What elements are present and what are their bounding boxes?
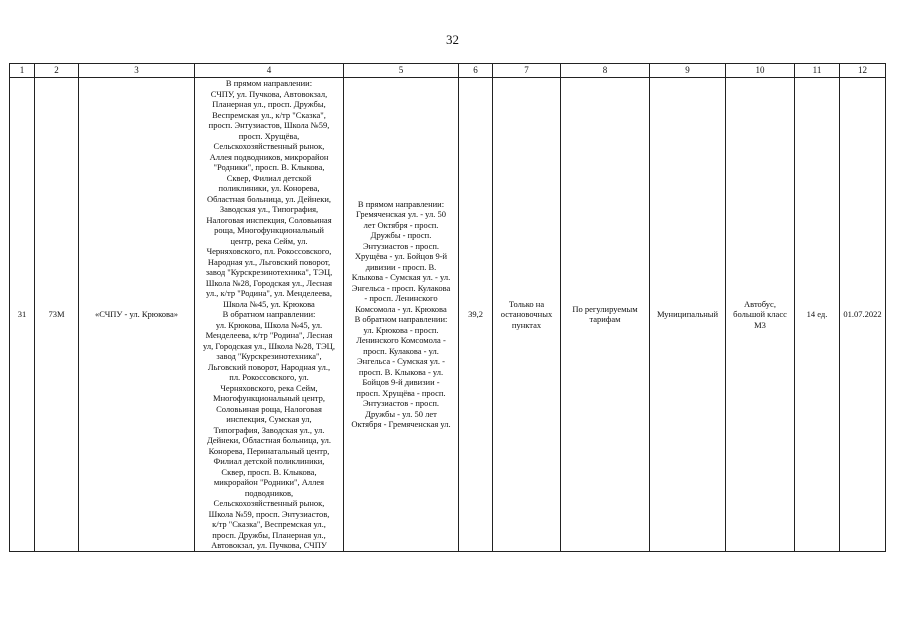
stop-mode-cell [493, 78, 561, 552]
text-line: В обратном направлении: [222, 309, 316, 319]
column-header: 10 [726, 64, 795, 78]
text-line: Энгельса - Сумская ул. - [357, 356, 445, 367]
text-line: Веспремская ул., к/тр "Сказка", [212, 109, 326, 120]
text-line: Автобус, [744, 298, 776, 309]
text-line: завод "Курскрезинотехника", ТЭЦ, [205, 267, 333, 277]
text-line: Конорева, Перинатальный центр, [208, 445, 330, 456]
text-line: В прямом направлении: [225, 78, 313, 88]
route-table [9, 63, 886, 552]
route-number-cell: 31 [10, 78, 35, 552]
text-line: ул. Крюкова - просп. [363, 324, 439, 335]
text-line: Школа №28, Городская ул., Лесная [205, 277, 333, 288]
text-line: Дейнеки, Областная больница, ул. [206, 435, 332, 445]
text-line: остановочных [500, 309, 553, 319]
table-row [10, 78, 886, 552]
text-line: Комсомола - ул. Крюкова [355, 303, 447, 314]
text-line: поликлиники, ул. Конорева, [218, 183, 320, 193]
text-line: Заводская ул., Типография, [219, 204, 319, 214]
text-line: завод "Курскрезинотехника", [216, 351, 322, 361]
text-line: просп. Дружбы, Планерная ул., [212, 529, 326, 540]
stops-cell [195, 78, 344, 552]
text-line: ул, Городская ул., Школа №28, ТЭЦ, [203, 340, 335, 351]
text-line: Энтузиастов - просп. [362, 240, 440, 251]
column-header: 2 [35, 64, 79, 78]
tariff-cell [561, 78, 650, 552]
text-line: В прямом направлении: [357, 198, 445, 209]
text-line: просп. Хрущёва - просп. [356, 387, 446, 398]
text-line: Энгельса - просп. Кулакова [351, 282, 451, 293]
page-number: 32 [446, 32, 459, 47]
text-line: Филиал детской поликлиники, [213, 456, 325, 466]
text-line: Гремяченская ул. - ул. 50 [355, 209, 447, 220]
column-header: 3 [79, 64, 195, 78]
text-line: По регулируемым [572, 303, 638, 314]
streets-cell [344, 78, 459, 552]
column-header: 5 [344, 64, 459, 78]
text-line: пл. Рокоссовского, ул. [229, 372, 309, 382]
vehicle-text [727, 299, 793, 331]
column-header: 12 [840, 64, 886, 78]
text-line: Областная больница, ул. Дейнеки, [206, 193, 332, 204]
length-cell: 39,2 [459, 78, 493, 552]
text-line: Аллея подводников, микрорайон [209, 151, 329, 162]
vehicle-count-cell: 14 ед. [795, 78, 840, 552]
stops-list [196, 78, 342, 551]
route-type-cell: Муниципальный [650, 78, 726, 552]
text-line: Дружбы - просп. [370, 230, 432, 241]
text-line: ул. Крюкова, Школа №45, ул. [215, 319, 323, 330]
text-line: Планерная ул., просп. Дружбы, [212, 99, 326, 109]
text-line: Школа №45, ул. Крюкова [223, 298, 315, 309]
start-date-cell: 01.07.2022 [840, 78, 886, 552]
text-line: Многофункциональный центр, [213, 393, 325, 403]
text-line: дивизии - просп. В. [365, 261, 437, 272]
text-line: Налоговая инспекция, Соловьиная [206, 214, 332, 225]
column-header: 6 [459, 64, 493, 78]
text-line: Сельскохозяйственный рынок, [213, 141, 325, 151]
text-line: В обратном направлении: [354, 314, 448, 325]
text-line: лет Октября - просп. [363, 219, 439, 230]
text-line: Школа №59, просп. Энтузиастов, [208, 508, 330, 519]
text-line: к/тр "Сказка", Веспремская ул., [212, 519, 326, 529]
text-line: ул., к/тр "Родина", ул. Менделеева, [206, 288, 332, 298]
text-line: - просп. Ленинского [364, 293, 438, 304]
text-line: Черняховского, пл. Рокоссовского, [206, 246, 332, 256]
vehicle-cell [726, 78, 795, 552]
text-line: Типография, Заводская ул., ул. [213, 424, 325, 435]
route-code-cell: 73М [35, 78, 79, 552]
text-line: просп. В. Клыкова - ул. [358, 366, 444, 377]
text-line: Народная ул., Льговский поворот, [207, 256, 331, 267]
column-header: 1 [10, 64, 35, 78]
text-line: Сквер, Филиал детской [226, 172, 312, 183]
text-line: "Родники", просп. В. Клыкова, [213, 162, 325, 172]
text-line: Клыкова - Сумская ул. - ул. [351, 272, 451, 283]
text-line: Сквер, просп. В. Клыкова, [221, 466, 317, 477]
text-line: Дружбы - ул. 50 лет [365, 408, 437, 419]
text-line: Энтузиастов - просп. [362, 398, 440, 409]
streets-list [345, 199, 457, 430]
text-line: просп. Хрущёва, [238, 130, 300, 141]
text-line: подводников, [244, 487, 294, 498]
text-line: Черняховского, река Сейм, [220, 382, 318, 393]
text-line: Автовокзал, ул. Пучкова, СЧПУ [211, 540, 327, 550]
text-line: СЧПУ, ул. Пучкова, Автовокзал, [210, 88, 328, 99]
column-header: 11 [795, 64, 840, 78]
stop-mode-text [494, 299, 559, 331]
text-line: просп. Кулакова - ул. [363, 345, 439, 356]
text-line: Только на [508, 298, 545, 309]
text-line: Октября - Гремяченская ул. [351, 419, 451, 430]
column-header: 4 [195, 64, 344, 78]
text-line: Менделеева, к/тр "Родина", Лесная [205, 330, 333, 340]
text-line: Соловьиная роща, Налоговая [216, 403, 322, 414]
column-header: 8 [561, 64, 650, 78]
text-line: Хрущёва - ул. Бойцов 9-й [354, 251, 448, 262]
text-line: Льговский поворот, Народная ул., [207, 361, 331, 372]
text-line: роща, Многофункциональный [214, 225, 324, 235]
text-line: Ленинского Комсомола - [356, 335, 446, 346]
tariff-text [562, 304, 648, 325]
text-line: микрорайон "Родники", Аллея [213, 477, 325, 487]
text-line: Сельскохозяйственный рынок, [213, 498, 325, 508]
text-line: Бойцов 9-й дивизии - [362, 377, 440, 388]
route-name-cell: «СЧПУ - ул. Крюкова» [79, 78, 195, 552]
text-line: инспекция, Сумская ул, [226, 414, 312, 424]
text-line: тарифам [589, 314, 621, 325]
text-line: М3 [754, 319, 766, 330]
text-line: пунктах [511, 319, 542, 330]
column-number-row [10, 64, 886, 78]
text-line: большой класс [733, 309, 787, 319]
text-line: центр, река Сейм, ул. [230, 235, 308, 246]
text-line: просп. Энтузиастов, Школа №59, [208, 120, 330, 130]
column-header: 7 [493, 64, 561, 78]
column-header: 9 [650, 64, 726, 78]
